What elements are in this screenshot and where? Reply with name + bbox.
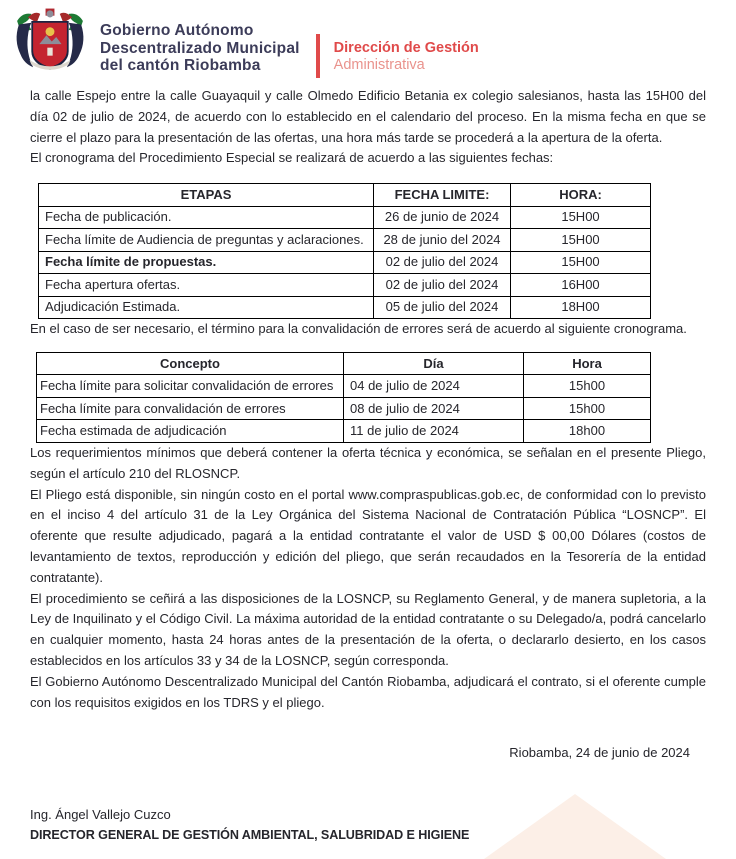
table-row	[39, 229, 651, 252]
hora-cell: 18h00	[524, 420, 651, 443]
fecha-cell: 28 de junio del 2024	[374, 229, 511, 252]
convalidation-col-dia: Día	[344, 352, 524, 375]
table-row	[39, 274, 651, 297]
dia-cell: 04 de julio de 2024	[344, 375, 524, 398]
header-divider	[316, 34, 320, 78]
org-name	[100, 0, 300, 75]
schedule-header-row	[39, 184, 651, 207]
signer-name: Ing. Ángel Vallejo Cuzco	[30, 807, 171, 823]
concepto-cell: Fecha límite para convalidación de errores	[37, 397, 344, 420]
date-line: Riobamba, 24 de junio de 2024	[509, 745, 690, 761]
hora-cell: 15H00	[511, 206, 651, 229]
hora-cell: 16H00	[511, 274, 651, 297]
etapa-cell: Adjudicación Estimada.	[39, 296, 374, 319]
dia-cell: 08 de julio de 2024	[344, 397, 524, 420]
paragraph-award-conditions: El Gobierno Autónomo Descentralizado Municipal del Cantón Riobamba, adjudicará el contrato, si el oferente cumple con los requisitos exigidos en los TDRS y el pliego.	[30, 673, 706, 710]
hora-cell: 18H00	[511, 296, 651, 319]
hora-cell: 15H00	[511, 251, 651, 274]
coat-of-arms-logo	[10, 4, 90, 86]
org-name-line1: Gobierno Autónomo	[100, 22, 254, 39]
table-row	[37, 375, 651, 398]
signer-title: DIRECTOR GENERAL DE GESTIÓN AMBIENTAL, SALUBRIDAD E HIGIENE	[30, 828, 470, 843]
hora-cell: 15h00	[524, 397, 651, 420]
department-line2: Administrativa	[333, 56, 425, 73]
org-name-line2: Descentralizado Municipal	[100, 39, 300, 57]
etapa-cell: Fecha apertura ofertas.	[39, 274, 374, 297]
concepto-cell: Fecha estimada de adjudicación	[37, 420, 344, 443]
paragraph-location-deadline: la calle Espejo entre la calle Guayaquil y calle Olmedo Edificio Betania ex colegio salesianos, hasta las 15H00 del día 02 de julio de 2024, de acuerdo con lo establecido en el calendario del proceso. En la misma fecha en que se cierre el plazo para la presentación de las ofertas, una hora más tarde se procederá a la apertura de la oferta.	[30, 88, 706, 145]
fecha-cell: 05 de julio del 2024	[374, 296, 511, 319]
paragraph-procedure-law: El procedimiento se ceñirá a las disposiciones de la LOSNCP, su Reglamento General, y de manera supletoria, a la Ley de Inquilinato y el Código Civil. La máxima autoridad de la entidad contratante o su Delegado/a, podrá cancelarlo en cualquier momento, hasta 24 horas antes de la presentación de la oferta, o declararlo desierto, en los casos establecidos en los artículos 33 y 34 de la LOSNCP, según corresponda.	[30, 590, 706, 668]
fecha-cell: 02 de julio del 2024	[374, 274, 511, 297]
table-row	[37, 420, 651, 443]
department-line1: Dirección de Gestión	[333, 40, 479, 56]
convalidation-col-hora: Hora	[524, 352, 651, 375]
letterhead	[30, 0, 706, 86]
table-row	[37, 397, 651, 420]
signature-block	[30, 804, 706, 846]
table-row	[39, 296, 651, 319]
schedule-table	[38, 183, 651, 319]
dia-cell: 11 de julio de 2024	[344, 420, 524, 443]
hora-cell: 15H00	[511, 229, 651, 252]
etapa-cell: Fecha límite de Audiencia de preguntas y aclaraciones.	[39, 229, 374, 252]
paragraph-convalidation-intro: En el caso de ser necesario, el término para la convalidación de errores será de acuerdo al siguiente cronograma.	[30, 321, 687, 337]
schedule-col-fecha: FECHA LIMITE:	[374, 184, 511, 207]
table-row	[39, 251, 651, 274]
hora-cell: 15h00	[524, 375, 651, 398]
table-row	[39, 206, 651, 229]
convalidation-col-concepto: Concepto	[37, 352, 344, 375]
concepto-cell: Fecha límite para solicitar convalidación de errores	[37, 375, 344, 398]
etapa-cell: Fecha límite de propuestas.	[39, 251, 374, 274]
etapa-cell: Fecha de publicación.	[39, 206, 374, 229]
fecha-cell: 26 de junio de 2024	[374, 206, 511, 229]
convalidation-header-row	[37, 352, 651, 375]
department-name	[334, 0, 479, 73]
paragraph-requirements: Los requerimientos mínimos que deberá contener la oferta técnica y económica, se señalan en el presente Pliego, según el artículo 210 del RLOSNCP.	[30, 444, 706, 481]
schedule-col-etapas: ETAPAS	[39, 184, 374, 207]
paragraph-schedule-intro: El cronograma del Procedimiento Especial se realizará de acuerdo a las siguientes fechas:	[30, 150, 554, 166]
schedule-col-hora: HORA:	[511, 184, 651, 207]
convalidation-table	[36, 352, 651, 443]
org-name-line3: del cantón Riobamba	[100, 57, 261, 74]
fecha-cell: 02 de julio del 2024	[374, 251, 511, 274]
paragraph-pliego-portal: El Pliego está disponible, sin ningún costo en el portal www.compraspublicas.gob.ec, de conformidad con lo previsto en el inciso 4 del artículo 31 de la Ley Orgánica del Sistema Nacional de Contratación Pública “LOSNCP”. El oferente que resulte adjudicado, pagará a la entidad contratante el valor de USD $ 00,00 Dólares (costos de levantamiento de textos, reproducción y edición del pliego, que serán recaudados en la Tesorería de la entidad contratante).	[30, 486, 706, 585]
